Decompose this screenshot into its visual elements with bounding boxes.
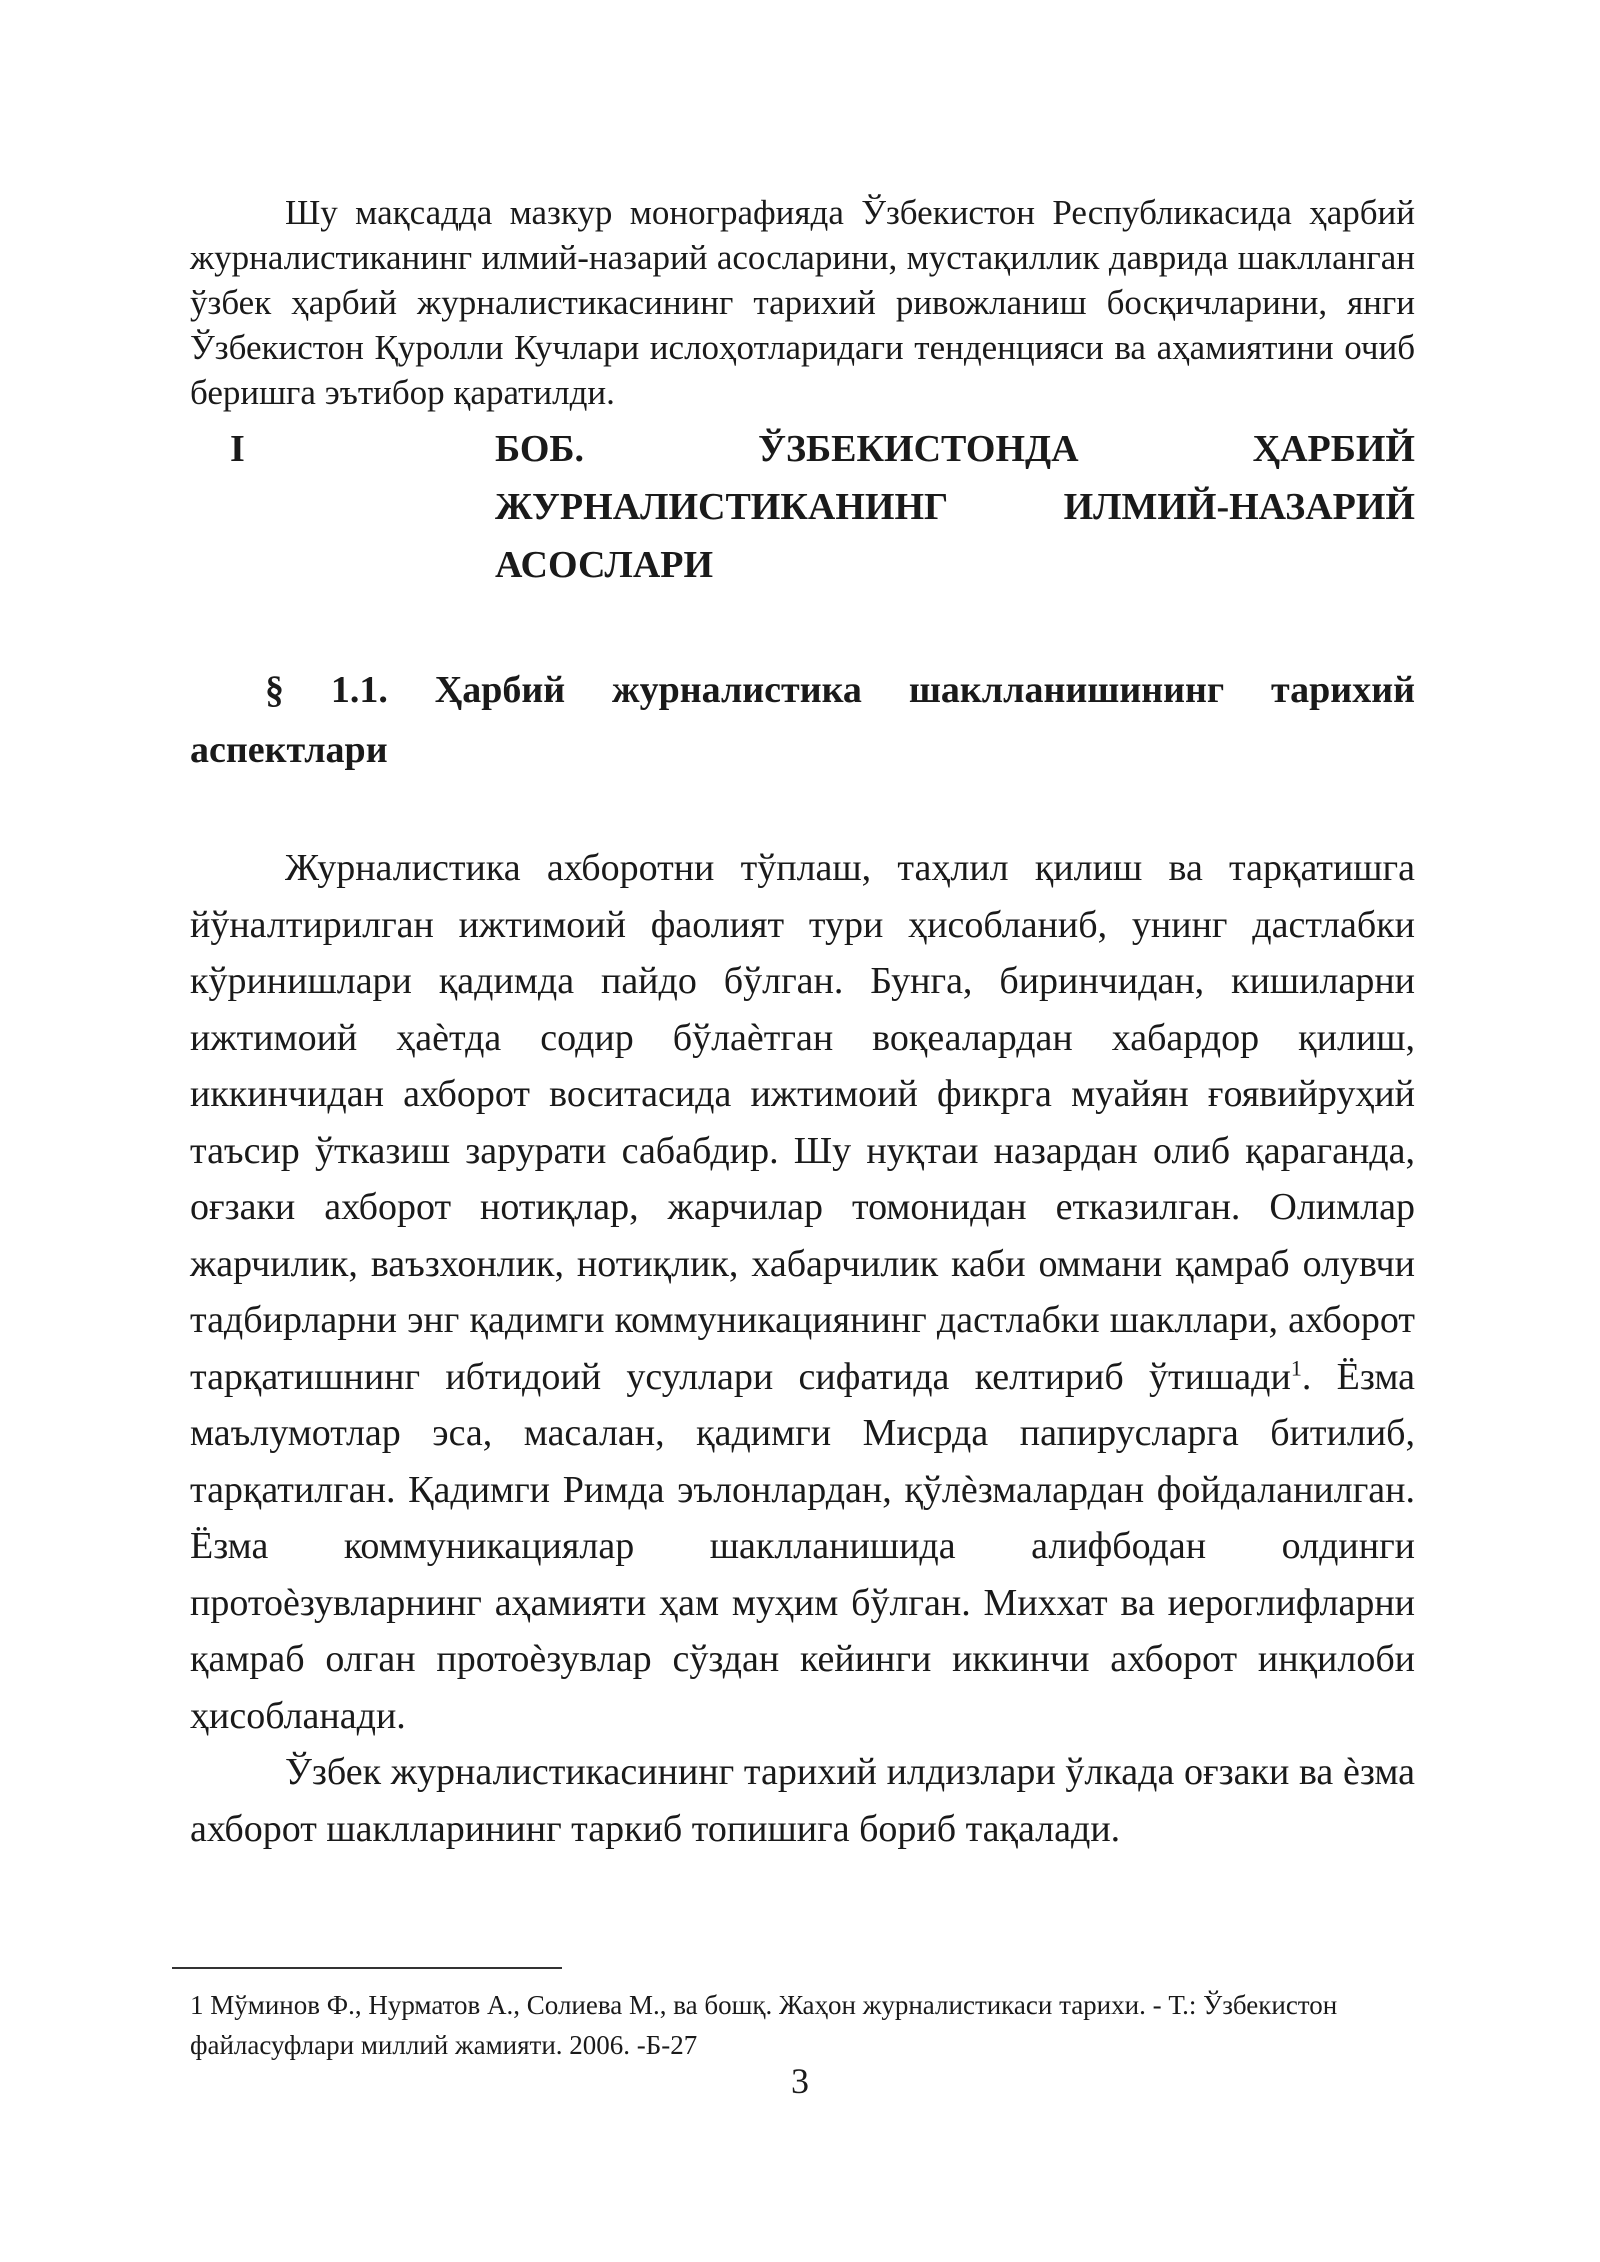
section-heading: § 1.1. Ҳарбий журналистика шаклланишининг тарихий аспектлари: [190, 669, 1415, 771]
intro-paragraph: Шу мақсадда мазкур монографияда Ўзбекистон Республикасида ҳарбий журналистиканинг илмий-назарий асосларини, мустақиллик даврида шаклланган ўзбек ҳарбий журналистикасининг тарихий ривожланиш босқичларини, янги Ўзбекистон Қуролли Кучлари ислоҳотларидаги тенденцияси ва аҳамиятини очиб беришга эътибор қаратилди.: [190, 193, 1415, 412]
chapter-title: БОБ. ЎЗБЕКИСТОНДА ҲАРБИЙ ЖУРНАЛИСТИКАНИНГ ИЛМИЙ-НАЗАРИЙ АСОСЛАРИ: [495, 428, 1415, 586]
body-paragraph: Ўзбек журналистикасининг тарихий илдизлари ўлкада оғзаки ва ѐзма ахборот шаклларининг таркиб топишига бориб тақалади.: [190, 1751, 1415, 1850]
footnote-divider: [172, 1967, 562, 1969]
body-paragraph-text: Журналистика ахборотни тўплаш, таҳлил қилиш ва тарқатишга йўналтирилган ижтимоий фаолият тури ҳисобланиб, унинг дастлабки кўринишлари қадимда пайдо бўлган. Бунга, биринчидан, кишиларни ижтимоий ҳаѐтда содир бўлаѐтган воқеалардан хабардор қилиш, иккинчидан ахборот воситасида ижтимоий фикрга муайян ғоявийруҳий таъсир ўтказиш зарурати сабабдир. Шу нуқтаи назардан олиб қараганда, оғзаки ахборот нотиқлар, жарчилар томонидан етказилган. Олимлар жарчилик, ваъзхонлик, нотиқлик, хабарчилик каби оммани қамраб олувчи тадбирларни энг қадимги коммуникациянинг дастлабки шакллари, ахборот тарқатишнинг ибтидоий усуллари сифатида келтириб ўтишади: [190, 847, 1415, 1398]
body-paragraph: [190, 840, 1415, 1744]
footnote-reference[interactable]: 1: [1290, 1354, 1302, 1380]
page-number: 3: [791, 2061, 809, 2101]
chapter-number: I: [230, 428, 245, 470]
footnote-text: 1 Мўминов Ф., Нурматов А., Солиева М., ва бошқ. Жаҳон журналистикаси тарихи. - Т.: Ўзбекистон файласуфлари миллий жамияти. 2006. -Б-27: [190, 1990, 1338, 2060]
body-paragraph-text: . Ёзма маълумотлар эса, масалан, қадимги Мисрда папирусларга битилиб, тарқатилган. Қадимги Римда эълонлардан, қўлѐзмалардан фойдаланилган. Ёзма коммуникациялар шаклланишида алифбодан олдинги протоѐзувларнинг аҳамияти ҳам муҳим бўлган. Миххат ва иероглифларни қамраб олган протоѐзувлар сўздан кейинги иккинчи ахборот инқилоби ҳисобланади.: [190, 1355, 1415, 1737]
body-text: [190, 840, 1415, 1857]
